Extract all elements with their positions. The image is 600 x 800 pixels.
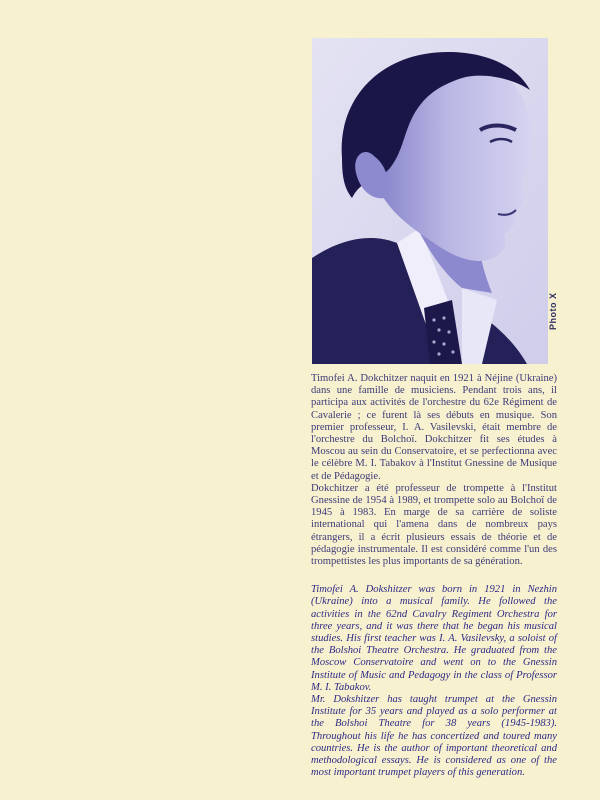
- french-paragraph-2: Dokchitzer a été professeur de trompette à l'Institut Gnessine de 1954 à 1989, et trompette solo au Bolchoï de 1945 à 1983. En marge de sa carrière de soliste international qui l'amena dans de nombreux pays étrangers, il a écrit plusieurs essais de théorie et de pédagogie instrumentale. Il est considéré comme l'un des trompettistes les plus importants de sa génération.: [311, 482, 557, 568]
- english-paragraph-1: Timofei A. Dokshitzer was born in 1921 in Nezhin (Ukraine) into a musical family. He followed the activities in the 62nd Cavalry Regiment Orchestra for three years, and it was there that he began his musical studies. His first teacher was I. A. Vasilevsky, a soloist of the Bolshoi Theatre Orchestra. He graduated from the Moscow Conservatoire and went on to the Gnessin Institute of Music and Pedagogy in the class of Professor M. I. Tabakov.: [311, 584, 557, 693]
- biography-french: [311, 373, 557, 568]
- french-paragraph-1: Timofei A. Dokchitzer naquit en 1921 à Néjine (Ukraine) dans une famille de musiciens. Pendant trois ans, il participa aux activités de l'orchestre du 62e Régiment de Cavalerie ; ce furent là ses débuts en musique. Son premier professeur, I. A. Vasilevski, était membre de l'orchestre du Bolchoï. Dokchitzer fit ses études à Moscou au sein du Conservatoire, et se perfectionna avec le célèbre M. I. Tabakov à l'Institut Gnessine de Musique et de Pédagogie.: [311, 373, 557, 482]
- english-paragraph-2: Mr. Dokshitzer has taught trumpet at the Gnessin Institute for 35 years and played as a solo performer at the Bolshoi Theatre for 38 years (1945-1983). Throughout his life he has concertized and toured many countries. He is the author of important theoretical and methodological essays. He is considered as one of the most important trumpet players of this generation.: [311, 694, 557, 779]
- biography-text: [311, 373, 557, 780]
- portrait-photo: [312, 38, 548, 364]
- biography-english: [311, 584, 557, 779]
- portrait-illustration: [312, 38, 548, 364]
- photo-credit: Photo X: [548, 292, 558, 330]
